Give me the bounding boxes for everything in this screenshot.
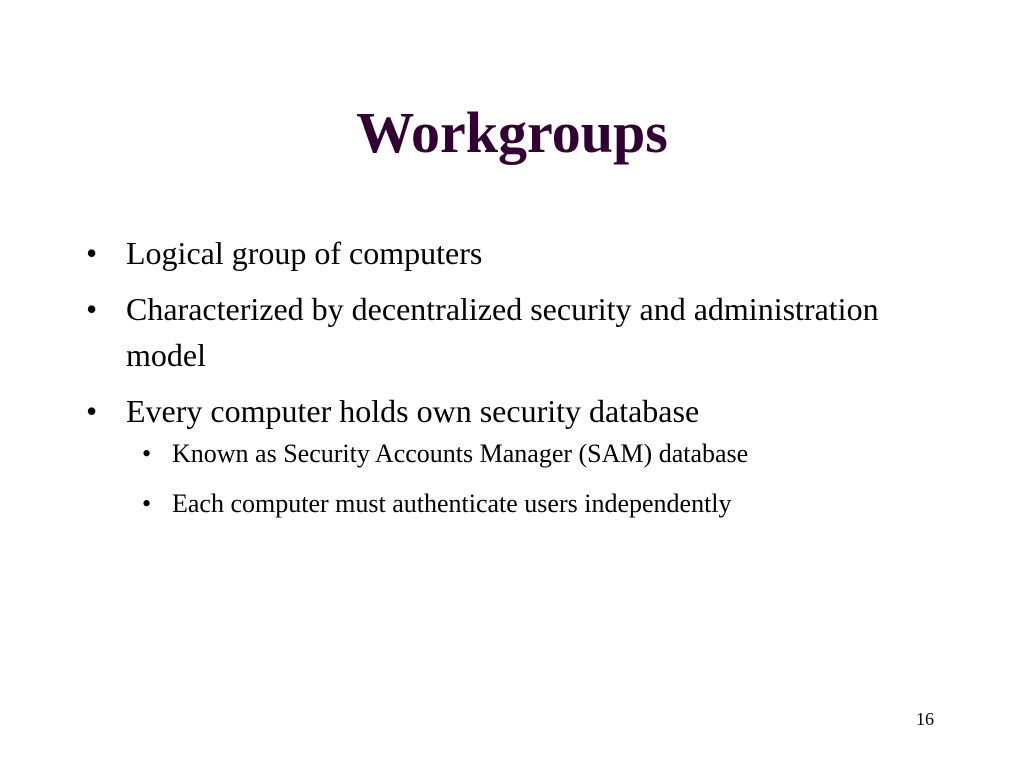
sub-bullet-text: Known as Security Accounts Manager (SAM) database	[172, 439, 749, 468]
sub-bullet-list	[126, 436, 944, 522]
sub-bullet-dot-icon: •	[142, 439, 152, 468]
bullet-text: Every computer holds own security database	[126, 393, 700, 429]
bullet-text: Logical group of computers	[126, 235, 483, 271]
bullet-item	[84, 388, 944, 522]
bullet-list	[84, 230, 944, 536]
bullet-item	[84, 286, 944, 378]
slide-title: Workgroups	[356, 100, 668, 165]
sub-bullet-text: Each computer must authenticate users independently	[172, 489, 732, 518]
page-number: 16	[916, 709, 934, 729]
bullet-dot-icon: •	[86, 235, 98, 271]
bullet-dot-icon: •	[86, 291, 98, 327]
sub-bullet-dot-icon: •	[142, 489, 152, 518]
sub-bullet-item	[128, 486, 944, 522]
bullet-dot-icon: •	[86, 393, 98, 429]
bullet-item	[84, 230, 944, 276]
bullet-text: Characterized by decentralized security and administration model	[126, 291, 879, 373]
sub-bullet-item	[128, 436, 944, 472]
